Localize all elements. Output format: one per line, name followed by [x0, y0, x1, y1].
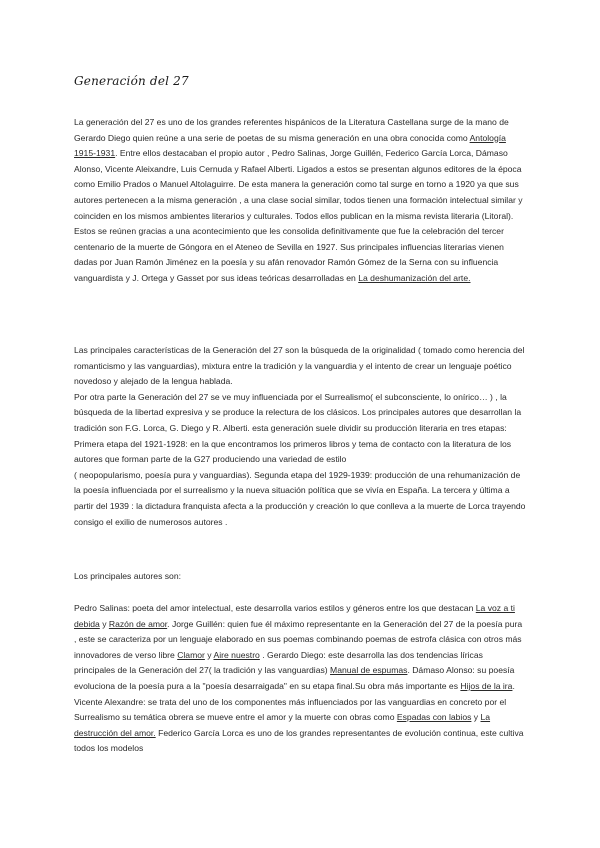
text-span: . Vicente Alexandre: se trata del uno de los componentes más influenciados por las vanguardias en concreto por el Surrealismo su temática obrera se mueve entre el amor y la muerte con obras como [74, 680, 515, 723]
paragraph-authors [74, 601, 526, 757]
work-title: La voz a ti debida [74, 603, 515, 629]
paragraph-intro [74, 115, 526, 287]
paragraph-authors-heading: Los principales autores son: [74, 571, 182, 581]
paragraph-characteristics: Las principales características de la Generación del 27 son la búsqueda de la originalidad ( tomado como herencia del romanticismo y las vanguardias), mixtura entre la tradición y la vanguardia y el intento de crear un lenguaje poético novedoso y alejado de la lengua hablada. Por otra parte la Generación del 27 se ve muy influenciada por el Surrealismo( el subconsciente, lo onírico… ) , la búsqueda de la libertad expresiva y se produce la relectura de los clásicos. Los principales autores que desarrollan la tradición son F.G. Lorca, G. Diego y R. Alberti. esta generación suele dividir su producción literaria en tres etapas: Primera etapa del 1921-1928: en la que encontramos los primeros libros y tema de contacto con la literatura de los autores que forman parte de la G27 produciendo una variedad de estilo ( neopopularismo, poesía pura y vanguardias). Segunda etapa del 1929-1939: producción de una rehumanización de la poesía influenciada por el surrealismo y la nueva situación política que se vivía en España. La tercera y última a partir del 1939 : la dictadura franquista afecta a la producción y creación lo que conlleva a la muerte de Lorca trayendo consigo el exilio de numerosos autores . [74, 345, 526, 527]
text-span: . Dámaso Alonso: su poesía evoluciona de la poesía pura a la "poesía desarraigada" en su etapa final.Su obra más importante es [74, 665, 515, 691]
text-span: . Gerardo Diego: este desarrolla las dos tendencias líricas principales de la Generación del 27( la tradición y las vanguardias) [74, 649, 483, 676]
document-title: Generación del 27 [74, 74, 189, 88]
text-span: Federico García Lorca es uno de los grandes representantes de evolución continua, este cultiva todos los modelos [74, 727, 524, 754]
work-title: Espadas con labios [396, 712, 472, 723]
work-title: Manual de espumas [330, 665, 408, 676]
work-title: La destrucción del amor. [74, 712, 491, 738]
work-title-antologia: Antología 1915-1931 [74, 132, 506, 159]
work-title: Razón de amor [108, 618, 168, 629]
text-span: La generación del 27 es uno de los grandes referentes hispánicos de la Literatura Castellana surge de la mano de Gerardo Diego quien reúne a una serie de poetas de su misma generación en una obra conocida como [74, 117, 509, 143]
text-span: Pedro Salinas: poeta del amor intelectual, este desarrolla varios estilos y géneros entre los que destacan [74, 603, 476, 613]
work-title: Aire nuestro [213, 649, 260, 660]
text-span: y [99, 618, 109, 629]
work-title: Hijos de la ira [460, 680, 513, 691]
work-title: Clamor [177, 649, 205, 660]
work-title-deshumanizacion: La deshumanización del arte. [358, 272, 471, 283]
text-span: y [471, 712, 481, 723]
text-span: . Jorge Guillén: quien fue él máximo representante en la Generación del 27 de la poesía pura , este se caracteriza por un lenguaje elaborado en sus poemas combinando poemas de estrofa clásica con otros más innovadores de verso libre [74, 618, 523, 660]
text-span: y [204, 649, 214, 660]
text-span: . Entre ellos destacaban el propio autor , Pedro Salinas, Jorge Guillén, Federico García Lorca, Dámaso Alonso, Vicente Aleixandre, Luis Cernuda y Rafael Alberti. Ligados a estos se presentan algunos editores de la época como Emilio Prados o Manuel Altolaguirre. De esta manera la generación como tal surge en torno a 1920 ya que sus autores pertenecen a la misma generación , a una clase social similar, todos tienen una formación intelectual similar y coinciden en los mismos ambientes literarios y culturales. Todos ellos publican en la misma revista literaria (Litoral). Estos se reúnen gracias a una acontecimiento que les consolida definitivamente que fue la celebración del tercer centenario de la muerte de Góngora en el Ateneo de Sevilla en 1927. Sus principales influencias literarias vienen dadas por Juan Ramón Jiménez en la poesía y su afán renovador Ramón Gómez de la Serna con su influencia vanguardista y J. Ortega y Gasset por sus ideas teóricas desarrolladas en [74, 148, 523, 283]
